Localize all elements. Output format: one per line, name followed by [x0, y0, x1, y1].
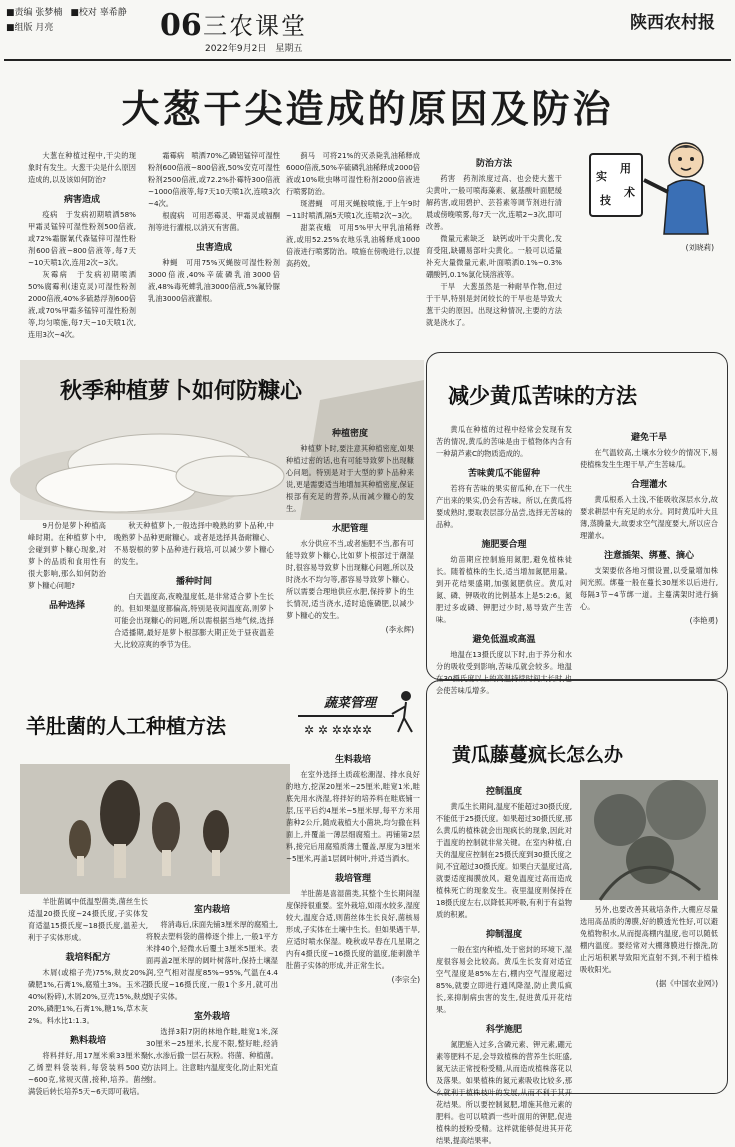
article1-col4 [426, 150, 562, 348]
article1-genxian: 根腐病 可用恶霉灵、甲霜灵或福酮剂等进行灌根,以消灭有害菌。 [148, 211, 280, 232]
article5-sub3: 科学施肥 [485, 1025, 522, 1035]
article2-right [286, 420, 414, 688]
article3-sub6: 注意插架、绑蔓、摘心 [603, 551, 694, 561]
radish-title: 秋季种植萝卜如何防糠心 [60, 378, 303, 404]
article1-huimei: 灰霉病 于发病初期喷洒50%腐霉利(速克灵)可湿性粉剂2000倍液,40%多硫悬浮剂600倍液,或70%甲霜多锰锌可湿性粉剂等,均匀喷施,每7天~10天喷1次,连用3次~4次。 [28, 270, 136, 339]
vegetable-management-label: 蔬菜管理 [324, 696, 377, 711]
article4-p3: 将消毒后,床面先铺3厘米厚的腐殖土,将脱去塑料袋的菌棒逐个排上,一般1平方米排40个,轻微水后覆土3厘米5厘米。表面再盖2厘米厚的阔叶树落叶,保持土壤湿润,空气相对湿度85%~95%,气温在4.4摄氏度~16摄氏度,一般1个多月,就可出现子实体。 [146, 920, 278, 1001]
article4-sub2: 熟料栽培 [69, 1036, 106, 1046]
farmer-icon [294, 686, 422, 744]
article1-shuangmei: 霜霉病 喷洒70%乙磷铝锰锌可湿性粉剂600倍液~800倍液,50%安克可湿性粉剂2500倍液,或72.2%扑霉特300倍液~1000倍液等,每7天10天喷1次,连喷3次~4次。 [148, 151, 280, 208]
article3-p3: 地温在13摄氏度以下时,由于养分和水分的吸收受到影响,苦味瓜就会较多。地温在30摄氏度以上的高温持续时间太长时,也会使苦味瓜增多。 [436, 650, 572, 695]
cucumber-vine-title: 黄瓜藤蔓疯长怎么办 [452, 744, 624, 766]
article4-sub5: 生料栽培 [334, 755, 371, 765]
article4-col1 [28, 896, 148, 1096]
article3-p5: 黄瓜根系入土浅,不能吸收深层水分,故要求耕层中有充足的水分。同时黄瓜叶大且薄,蒸腾量大,故要求空气湿度要大,所以应合理灌水。 [580, 495, 718, 540]
article3-sub1: 苦味黄瓜不能留种 [467, 469, 540, 479]
svg-text:✲ ✲ ✲✲✲✲: ✲ ✲ ✲✲✲✲ [304, 723, 372, 737]
editor-credits [6, 6, 127, 36]
article1-sub-prevent: 防治方法 [475, 159, 512, 169]
article5-p1: 黄瓜生长期间,温度不能超过30摄氏度,不能低于25摄氏度。如果超过30摄氏度,那么黄瓜的植株就会出现疯长的现象,因此对于温度的控制就非常关键。在室内种植,白天的温度应控制在25摄氏度到30摄氏度之间,不宜超过30摄氏度。如果白天温度过高,就要适度揭膜放风。避免温度过高而造成植株死亡的现象发生。夜里温度则保持在18摄氏度左右,以降低其呼吸,有利于有益物质的积累。 [436, 802, 572, 919]
article4-sub6: 栽培管理 [334, 874, 371, 884]
article3-p1: 若将有苦味的果实留瓜种,在下一代生产出来的果实,仍会有苦味。所以,在黄瓜将要成熟时,要取表层部分品尝,选择无苦味的品种。 [436, 484, 572, 529]
logo-char-3: 技 [600, 194, 611, 207]
article1-col1 [28, 150, 136, 348]
article5-col2 [580, 904, 718, 1088]
section-name: 三农课堂 [203, 12, 307, 40]
article5-p4: 另外,也要改善其栽培条件,大棚应尽量选用高品质的薄膜,好的膜透光性好,可以避免植物积水,从而提高棚内温度,也可以随低棚内温度。要经常对大棚薄膜进行擦洗,防止污垢积累导致阳光直射不到,不利于植株吸收阳光。 [580, 905, 718, 974]
logo-char-1: 实 [596, 170, 607, 183]
headline-article-scallion: 大葱干尖造成的原因及防治 [121, 87, 614, 131]
cucumber-bitter-title: 减少黄瓜苦味的方法 [448, 383, 637, 408]
article1-tiancai: 甜菜夜蛾 可用5%甲大甲乳油稀释液,或用52.25%农地乐乳油稀释成1000倍液进行喷雾防治。喷施在傍晚进行,以提高药效。 [286, 223, 420, 268]
article2-p1: 9月份是萝卜种植高峰时期。在种植萝卜中,会碰到萝卜糠心现象,对萝卜的品质和食用性有很大影响,那么如何防治萝卜糠心问题? [28, 521, 106, 590]
credit-layout: ■组版 月亮 [6, 23, 54, 33]
article2-p5: 水分供应不当,或者施肥不当,都有可能导致萝卜糠心,比如萝卜根部过于潮湿时,很容易导致萝卜出现糠心问题,所以及时浇水不均匀等,都容易导致萝卜糠心。所以需要合理地供应水肥,保持萝卜的生长情况,适当浇水,适时追施磷肥,以减少萝卜糠心的发生。 [286, 539, 414, 620]
article5-sub2: 抑制湿度 [485, 930, 522, 940]
vegetable-management-banner [294, 686, 422, 744]
article1-gansheng: 干旱 大葱虽然是一种耐旱作物,但过于干旱,特别是封闭较长的干旱也是导致大葱干尖的原因。出现这种情况,主要的方法就是浇水了。 [426, 282, 562, 327]
article3-sub3: 避免低温或高温 [472, 635, 536, 645]
article3-intro: 黄瓜在种植的过程中经常会发现有发苦的情况,黄瓜的苦味是由于植物体内含有一种葫芦素C的物质造成的。 [436, 425, 572, 458]
article5-p2: 一般在室内种植,处于密封的环境下,湿度很容易会比较高。黄瓜生长发育对适宜空气湿度是85%左右,棚内空气湿度超过85%,就要立即进行通风降湿,防止黄瓜疯长,来抑制病虫害的发生,促进黄瓜开花结果。 [436, 945, 572, 1014]
article3-sub4: 避免干旱 [630, 433, 667, 443]
article4-p4: 选择3阳7阴的林地作畦,畦宽1米,深30厘米~25厘米,长度不限,整好畦,经消水,水渗后撒一层石灰粉。将菌、种植菌。方法同上。注意畦内温度变化,防止阳光直射。 [146, 1027, 278, 1084]
article2-sub-water: 水肥管理 [331, 524, 368, 534]
morel-banner [20, 694, 290, 894]
article1-yibing: 疫病 于发病初期喷洒58%甲霜灵锰锌可湿性粉剂500倍液,或72%霜脲氰代森锰锌可湿性粉剂600倍液~800倍液等,每7天~10天喷1次,连用2次~3次。 [28, 210, 136, 267]
article3-col2 [580, 424, 718, 674]
article1-col5 [586, 240, 714, 340]
article1-credit: (刘晓莉) [685, 243, 714, 252]
article1-sub-pest: 虫害造成 [195, 243, 232, 253]
article4-p5: 在室外选择土质疏松潮湿、排水良好的地方,挖深20厘米~25厘米,畦宽1米,畦底先用水浇湿,将拌好的培养料在畦底铺一层,压平后约4厘米~5厘米厚,每平方米用菌种2公斤,随成栽植大小菌块,均匀撒在料面上,并覆盖一薄层细腐殖土。再铺第2层料,接完后用腐殖质薄土覆盖,厚度为3厘米~5厘米,再盖1层阔叶树叶,并适当洒水。 [286, 770, 420, 863]
article3-sub2: 施肥要合理 [481, 540, 527, 550]
article3-p6: 支架要依各地习惯设置,以受量增加株间光照。绑蔓一般在蔓长30厘米以后进行,每隔3节~4节绑一道。主蔓满架时进行摘心。 [580, 566, 718, 611]
credit-editor: ■责编 张梦楠 [6, 8, 63, 18]
issue-date: 2022年9月2日 星期五 [205, 44, 303, 54]
cucumber-vine-photo [580, 780, 718, 900]
article4-p1: 木屑(或棉子壳)75%,麸皮20%,磷肥1%,石膏1%,腐殖土3%。玉米芯40%(粉碎),木屑20%,豆壳15%,麸皮20%,磷肥1%,石膏1%,糖1%,草木灰2%。料水比1:1.3。 [28, 968, 148, 1025]
article4-p2: 将料拌好,用17厘米乘33厘米聚乙烯塑料袋装料,每袋装料500克~600克,常规灭菌,接种,培养。菌丝满袋后转长培养5天~6天即可栽培。 [28, 1051, 148, 1096]
cucumber-vine-image [580, 780, 718, 900]
article1-col2 [148, 150, 280, 348]
article4-col3 [286, 746, 420, 1092]
credit-proofreader: ■校对 辜希静 [70, 8, 127, 18]
article2-left [28, 520, 278, 684]
article4-sub4: 室外栽培 [193, 1012, 230, 1022]
article4-col2 [146, 896, 278, 1092]
masthead-rule [4, 59, 731, 61]
article1-jima: 蓟马 可将21%的灭杀毙乳油稀释成6000倍液,50%辛硫磷乳油稀释成2000倍液或10%吡虫啉可湿性粉剂2000倍液进行喷雾防治。 [286, 151, 420, 196]
article1-intro: 大葱在种植过程中,干尖的现象时有发生。大葱干尖是什么原因造成的,以及该如何防治? [28, 151, 136, 184]
logo-char-2: 用 [620, 162, 631, 175]
article3-col1 [436, 424, 572, 695]
article3-p4: 在气温较高,土壤水分较少的情况下,易使植株发生生理干旱,产生苦味瓜。 [580, 448, 718, 469]
article5-p3: 氮肥施入过多,含磷元素、钾元素,硼元素等肥料不足,会导致植株的营养生长旺盛,氮无法正常授粉受精,从而造成植株落花以及落果。如果植株的氮元素吸收比较多,那么就利于植株枝叶的发展,从而不利于其开花结果。所以要控制氮肥,增施其他元素的肥料。也可以喷洒一些叶面用的钾肥,促进植株的授粉受精。这样就能够促进其开花结果,提高结果率。 [436, 1040, 572, 1145]
article1-zhongma: 种蝇 可用75%灭蝇胺可湿性粉剂3000倍液,40%辛硫磷乳油3000倍液,48%毒死蜱乳油3000倍液,5%氟铃脲乳油3000倍液灌根。 [148, 258, 280, 303]
article3-p2: 幼苗期应控制施用氮肥,避免植株徒长。随着植株的生长,适当增加氮肥用量。到开花结果盛期,加强氮肥供应。黄瓜对氮、磷、钾吸收的比例基本上是5:2:6。氮肥过多或磷、钾肥过少时,易导致产生苦味。 [436, 555, 572, 624]
page-number: 06 [160, 8, 202, 43]
article5-credit: (据《中国农业网》) [655, 979, 718, 988]
article4-credit: (李宗全) [391, 975, 420, 984]
article1-sub-cause: 病害造成 [63, 195, 100, 205]
article4-sub3: 室内栽培 [193, 905, 230, 915]
article1-col3 [286, 150, 420, 348]
article3-credit: (李艳勇) [689, 616, 718, 625]
article3-sub5: 合理灌水 [630, 480, 667, 490]
article2-sub-time: 播种时间 [175, 577, 212, 587]
article4-sub1: 栽培料配方 [65, 953, 111, 963]
article5-sub1: 控制温度 [485, 787, 522, 797]
article2-p3: 白天温度高,夜晚温度低,是非常适合萝卜生长的。但如果温度都偏高,特别是夜间温度高,则萝卜可能会出现糠心的问题,所以需根据当地气候,选择合适播期,最好是萝卜根部膨大期正处于昼夜温差大,比较凉爽的季节为佳。 [114, 592, 274, 649]
article1-yaohai: 药害 药剂浓度过高、也会使大葱干尖黄叶,一般可喷海藻素、氨基酸叶面肥缓解药害,或用碧护、芸苔素等调节剂进行清晨或傍晚喷雾,每7天一次,连喷2~3次,即可改善。 [426, 174, 562, 231]
article2-sub-density: 种植密度 [331, 429, 368, 439]
article4-intro: 羊肚菌属中低温型菌类,菌丝生长适温20摄氏度~24摄氏度,子实体发育适温15摄氏度~18摄氏度,温差大,利于子实体形成。 [28, 897, 148, 942]
article2-sub-variety: 品种选择 [48, 601, 85, 611]
newspaper-logo: 陕西农村报 [630, 13, 715, 33]
article2-p2: 秋天种植萝卜,一般选择中晚熟的萝卜品种,中晚熟萝卜品种更耐糠心。或者是选择具备耐糠心、不易裂根的萝卜品种进行栽培,可以减少萝卜糠心的发生。 [114, 521, 274, 566]
article4-p6: 羊肚菌是喜湿菌类,其整个生长期间湿度保持很重要。室外栽培,如雨水较多,湿度较大,温度合适,则菌丝体生长良好,菌核易形成,子实体在土壤中生长。但如果遇干旱,应适时喷水保湿。晚秋或早春在几星期之内有4摄氏度~16摄氏度的温度,能刺激羊肚菌子实体的形成,并正常生长。 [286, 889, 420, 970]
article2-p4: 种植萝卜时,要注意其种植密度,如果种植过密的话,也有可能导致萝卜出现糠心问题。特别是对于大型的萝卜品种来说,更是需要适当地增加其种植密度,保证根部有充足的营养,从而减少糠心的发生。 [286, 444, 414, 513]
practical-tech-logo [586, 126, 714, 238]
article1-banqian: 斑潜蝇 可用灭蝇胺喷施,于上午9时~11时喷洒,隔5天喷1次,连喷2次~3次。 [286, 199, 420, 220]
article5-col1 [436, 778, 572, 1145]
article2-credit: (李永辉) [385, 625, 414, 634]
article1-weiliang: 微量元素缺乏 缺钙或叶干尖黄化,发育受阻,缺硼易部叶尖黄化。一般可以适量补充大量微量元素,叶面喷洒0.1%~0.3%硼酸钙,0.1%氯化镁溶液等。 [426, 234, 562, 279]
morel-title: 羊肚菌的人工种植方法 [26, 714, 226, 738]
logo-char-4: 术 [624, 186, 635, 199]
